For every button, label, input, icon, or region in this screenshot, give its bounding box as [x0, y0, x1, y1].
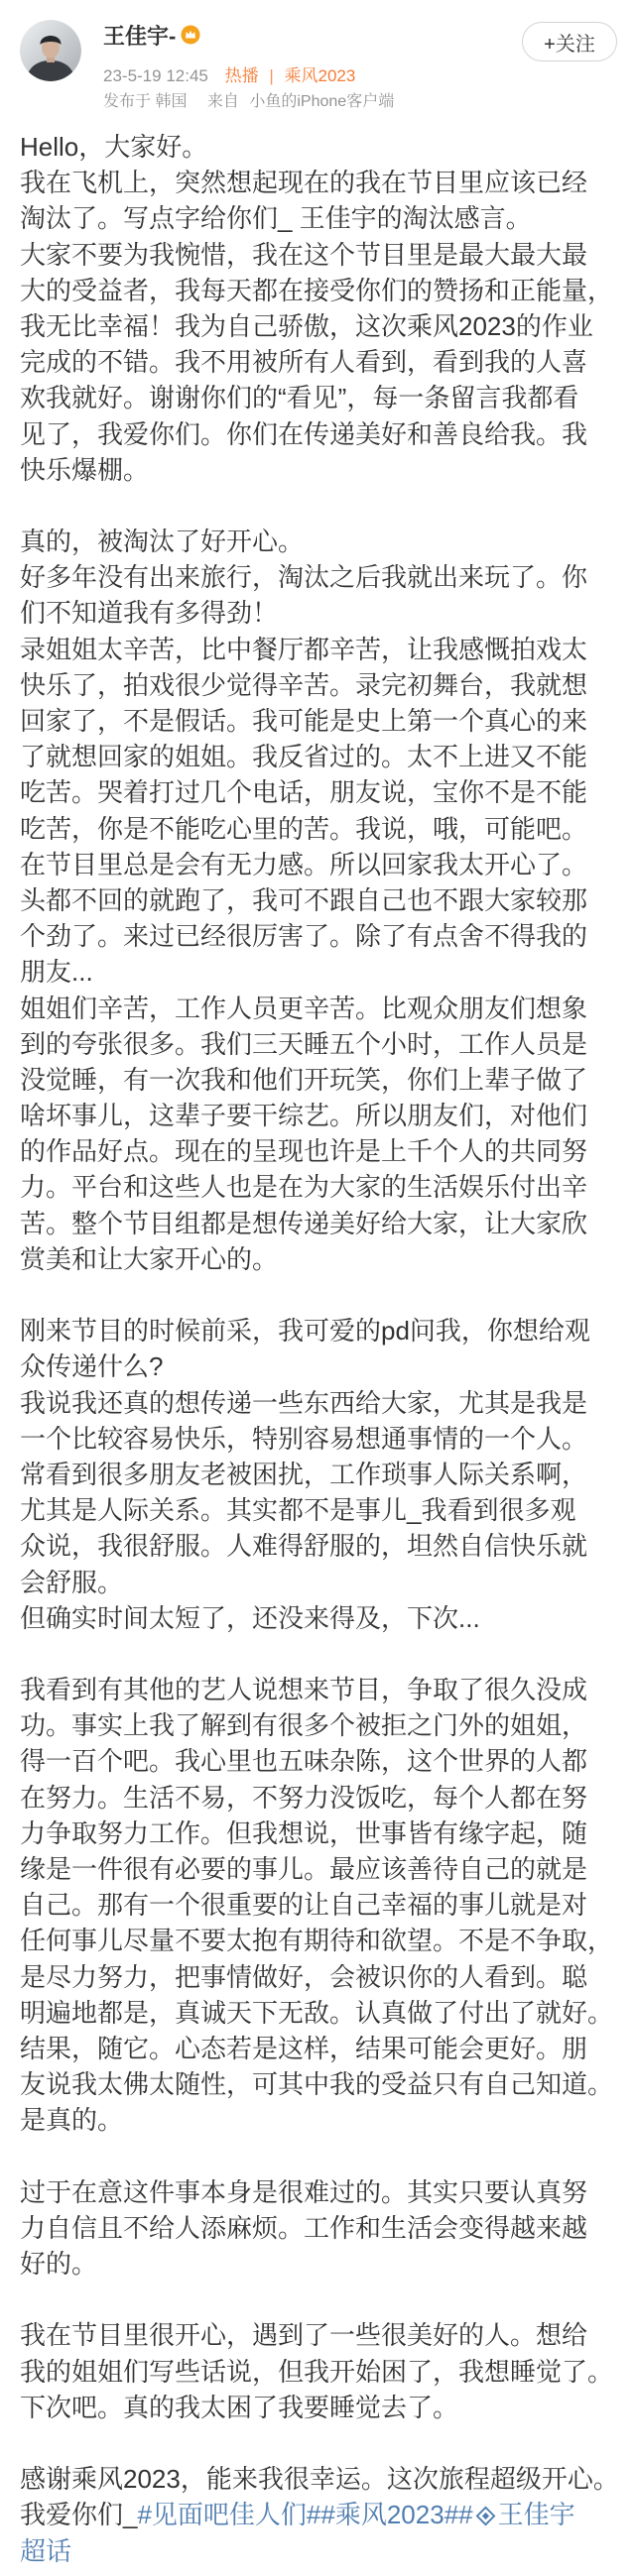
post-text-line: 我在节目里很开心，遇到了一些很美好的人。想给: [20, 2320, 588, 2351]
post-text-line: 但确实时间太短了，还没来得及，下次...: [20, 1602, 480, 1633]
post-text-line: 我的姐姐们写些话说，但我开始困了，我想睡觉了。: [20, 2356, 614, 2387]
post-text-line: 尤其是人际关系。其实都不是事儿_我看到很多观: [20, 1495, 576, 1526]
post-text-line: 朋友...: [20, 957, 93, 988]
post-timestamp: 23-5-19 12:45: [103, 66, 208, 85]
post-text-line: Hello，大家好。: [20, 132, 208, 162]
post-text-line: 了就想回家的姐姐。我反省过的。太不上进又不能: [20, 742, 588, 772]
post-text-line: 在努力。生活不易，不努力没饭吃，每个人都在努: [20, 1782, 588, 1813]
post-text-line: 见了，我爱你们。你们在传递美好和善良给我。我: [20, 418, 588, 449]
post-text-line: 在节目里总是会有无力感。所以回家我太开心了。: [20, 849, 588, 879]
post-text-line: 众传递什么?: [20, 1351, 164, 1382]
post-body: [20, 129, 619, 2569]
post-text-line: 力自信且不给人添麻烦。工作和生活会变得越来越: [20, 2212, 588, 2243]
post-text-line: 友说我太佛太随性，可其中我的受益只有自己知道。: [20, 2069, 614, 2100]
post-text-line: 快乐了，拍戏很少觉得辛苦。录完初舞台，我就想: [20, 669, 588, 700]
post-text-line: 力争取努力工作。但我想说，世事皆有缘字起，随: [20, 1817, 588, 1848]
author-row: [103, 20, 200, 50]
post-text-line: 大家不要为我惋惜，我在这个节目里是最大最大最: [20, 239, 588, 270]
post-text-line: 感谢乘风2023，能来我很幸运。这次旅程超级开心。: [20, 2464, 619, 2495]
post-text-line: 会舒服。: [20, 1567, 124, 1597]
post-text-line: 力。平台和这些人也是在为大家的生活娱乐付出辛: [20, 1172, 588, 1203]
post-text-line: 我在飞机上，突然想起现在的我在节目里应该已经: [20, 168, 588, 198]
post-text-line: 得一百个吧。我心里也五味杂陈，这个世界的人都: [20, 1746, 588, 1777]
post-text-line: 淘汰了。写点字给你们_ 王佳宇的淘汰感言。: [20, 203, 532, 234]
super-topic-link[interactable]: 超话: [20, 2535, 72, 2566]
post-text-line: 录姐姐太辛苦，比中餐厅都辛苦，让我感慨拍戏太: [20, 634, 588, 664]
program-tag-link[interactable]: 乘风2023: [284, 66, 356, 85]
member-crown-badge-icon[interactable]: [181, 25, 200, 45]
post-text-line: 快乐爆棚。: [20, 454, 150, 485]
post-text-line: 缘是一件很有必要的事儿。最应该善待自己的就是: [20, 1854, 588, 1884]
post-text-line: 一个比较容易快乐，特别容易想通事情的一个人。: [20, 1423, 588, 1454]
username[interactable]: 王佳宇-: [103, 23, 177, 49]
post-text-line: 到的夸张很多。我们三天睡五个小时，工作人员是: [20, 1028, 588, 1059]
follow-button[interactable]: +关注: [522, 22, 617, 61]
source-prefix: 来自: [206, 93, 239, 110]
hashtag-link[interactable]: #乘风2023#: [320, 2500, 459, 2530]
post-text-line: 啥坏事儿，这辈子要干综艺。所以朋友们，对他们: [20, 1101, 588, 1131]
post-meta-time-row: [103, 65, 355, 87]
super-topic-diamond-icon[interactable]: [475, 2497, 496, 2532]
post-text-line: 下次吧。真的我太困了我要睡觉去了。: [20, 2392, 459, 2422]
post-text-line: 明遍地都是，真诚天下无敌。认真做了付出了就好。: [20, 1997, 614, 2028]
post-paragraph: [20, 1672, 619, 2138]
post-text-line: 吃苦。哭着打过几个电话，朋友说，宝你不是不能: [20, 777, 588, 808]
post-text-line: 赏美和让大家开心的。: [20, 1243, 279, 1274]
post-location: 发布于 韩国: [103, 93, 188, 110]
post-text-line: 没觉睡，有一次我和他们开玩笑，你们上辈子做了: [20, 1064, 588, 1095]
post-source-link[interactable]: 小鱼的iPhone客户端: [249, 93, 395, 110]
post-text-line: 功。事实上我了解到有很多个被拒之门外的姐姐，: [20, 1710, 588, 1741]
super-topic-link[interactable]: 王佳宇: [497, 2500, 575, 2530]
post-text-line: 真的，被淘汰了好开心。: [20, 527, 305, 557]
post-text-line: 头都不回的就跑了，我可不跟自己也不跟大家较那: [20, 884, 588, 915]
post-text-line: 的作品好点。现在的呈现也许是上千个人的共同努: [20, 1136, 588, 1167]
post-paragraph: [20, 129, 619, 488]
post-text-line: 众说，我很舒服。人难得舒服的，坦然自信快乐就: [20, 1531, 588, 1562]
post-text-line: [20, 2497, 619, 2532]
hashtag-link[interactable]: #见面吧佳人们#: [137, 2500, 321, 2530]
post-header: [0, 0, 635, 129]
post-text-line: 好多年没有出来旅行，淘汰之后我就出来玩了。你: [20, 562, 588, 593]
post-meta-source-row: [103, 91, 394, 113]
post-text-line: 吃苦，你是不能吃心里的苦。我说，哦，可能吧。: [20, 813, 588, 844]
post-text-line: 是真的。: [20, 2105, 124, 2136]
post-text-line: 好的。: [20, 2249, 98, 2280]
post-text-line: 姐姐们辛苦，工作人员更辛苦。比观众朋友们想象: [20, 993, 588, 1023]
post-paragraph: [20, 524, 619, 1277]
post-paragraph: [20, 2317, 619, 2425]
hot-label[interactable]: 热播: [224, 66, 259, 85]
post-text-line: 是尽力努力，把事情做好，会被识你的人看到。聪: [20, 1961, 588, 1992]
post-text-line: 个劲了。来过已经很厉害了。除了有点舍不得我的: [20, 921, 588, 952]
hashtag-link[interactable]: #: [458, 2500, 473, 2530]
post-text-line: 我无比幸福！我为自己骄傲，这次乘风2023的作业: [20, 310, 593, 341]
avatar[interactable]: [20, 20, 81, 81]
post-text-line: 常看到很多朋友老被困扰，工作琐事人际关系啊，: [20, 1459, 588, 1489]
post-text-segment: 我爱你们_: [20, 2500, 138, 2530]
post-text-line: 我说我还真的想传递一些东西给大家，尤其是我是: [20, 1387, 588, 1418]
post-text-line: [20, 2533, 619, 2569]
post-text-line: 任何事儿尽量不要太抱有期待和欲望。不是不争取，: [20, 1926, 614, 1956]
meta-separator: |: [269, 66, 274, 85]
post-text-line: 欢我就好。谢谢你们的“看见”，每一条留言我都看: [20, 383, 579, 413]
post-text-line: 苦。整个节目组都是想传递美好给大家，让大家欣: [20, 1208, 588, 1238]
post-text-line: 我看到有其他的艺人说想来节目，争取了很久没成: [20, 1675, 588, 1705]
post-paragraph: [20, 2174, 619, 2283]
post-paragraph: [20, 2461, 619, 2569]
post-paragraph: [20, 1313, 619, 1636]
post-text-line: 完成的不错。我不用被所有人看到，看到我的人喜: [20, 347, 588, 378]
post-text-line: 自己。那有一个很重要的让自己幸福的事儿就是对: [20, 1890, 588, 1921]
post-text-line: 结果，随它。心态若是这样，结果可能会更好。朋: [20, 2033, 588, 2063]
post-text-line: 大的受益者，我每天都在接受你们的赞扬和正能量，: [20, 275, 614, 305]
post-text-line: 刚来节目的时候前采，我可爱的pd问我，你想给观: [20, 1316, 590, 1347]
post-text-line: 回家了，不是假话。我可能是史上第一个真心的来: [20, 706, 588, 736]
post-text-line: 们不知道我有多得劲！: [20, 598, 279, 629]
post-text-line: 过于在意这件事本身是很难过的。其实只要认真努: [20, 2176, 588, 2207]
